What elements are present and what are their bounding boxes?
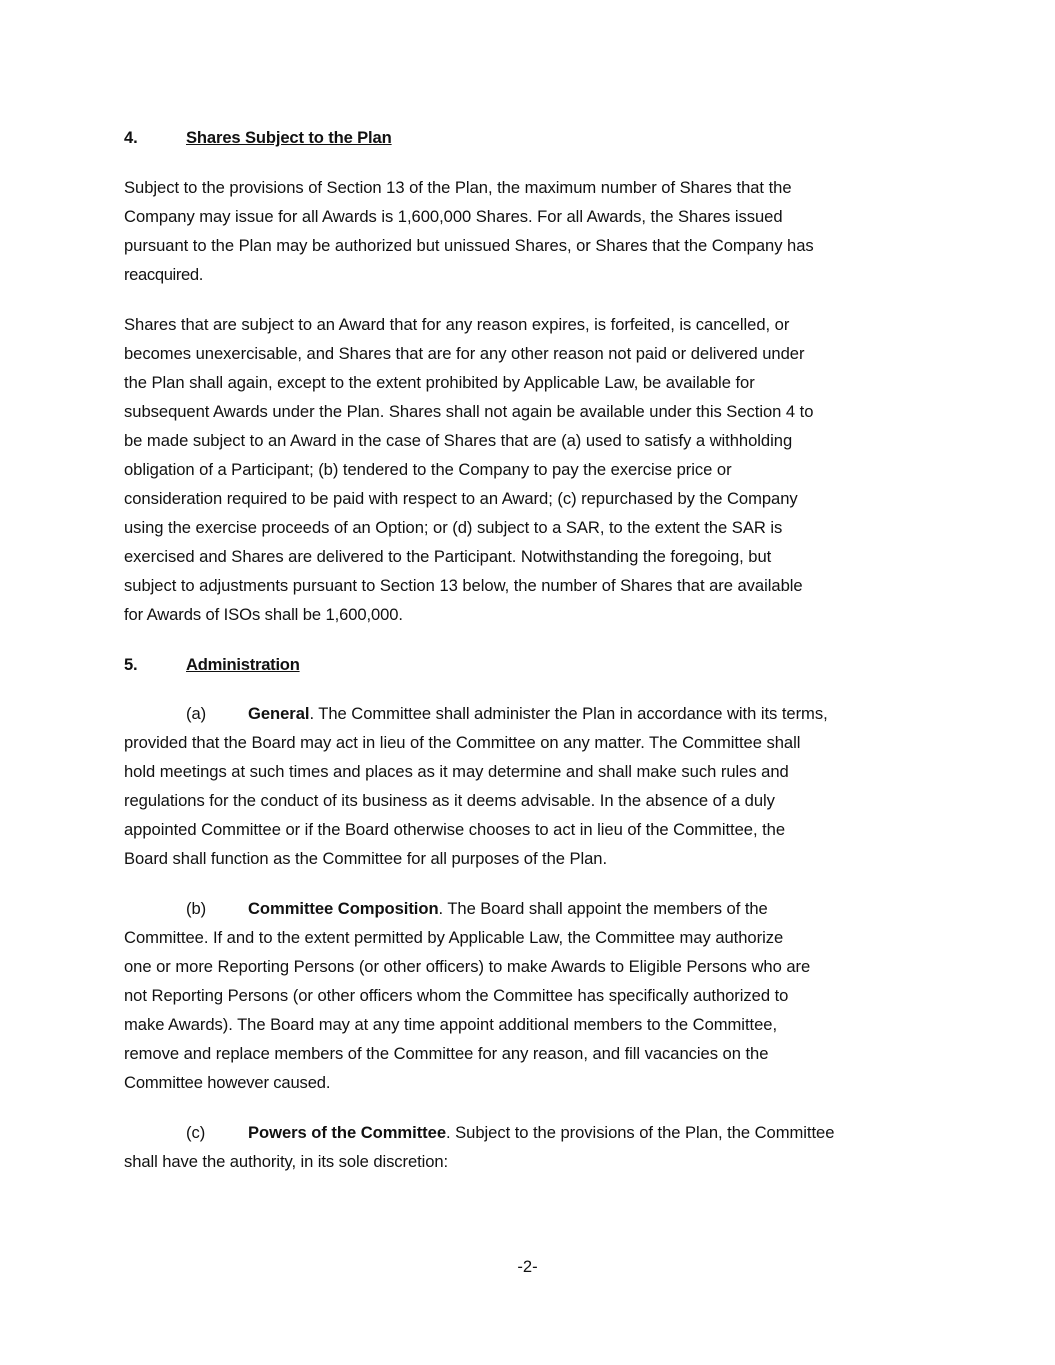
subsection-text: . Subject to the provisions of the Plan, the Committee xyxy=(446,1123,835,1142)
text-line: provided that the Board may act in lieu of the Committee on any matter. The Committee shall xyxy=(124,733,801,752)
text-line: becomes unexercisable, and Shares that are for any other reason not paid or delivered under xyxy=(124,344,805,363)
text-line: reacquired. xyxy=(124,265,204,284)
subsection-term: Committee Composition xyxy=(248,899,439,918)
text-line: obligation of a Participant; (b) tendered to the Company to pay the exercise price or xyxy=(124,460,732,479)
subsection-term: General xyxy=(248,704,310,723)
page-number: -2- xyxy=(517,1257,538,1276)
subsection-text: . The Committee shall administer the Plan in accordance with its terms, xyxy=(309,704,828,723)
text-line: exercised and Shares are delivered to the Participant. Notwithstanding the foregoing, but xyxy=(124,547,772,566)
subsection-label: (b) xyxy=(186,899,207,918)
section-title: Administration xyxy=(186,655,300,674)
section-number: 5. xyxy=(124,655,138,674)
text-line: one or more Reporting Persons (or other officers) to make Awards to Eligible Persons who are xyxy=(124,957,811,976)
text-line: the Plan shall again, except to the extent prohibited by Applicable Law, be available for xyxy=(124,373,755,392)
text-line: Shares that are subject to an Award that for any reason expires, is forfeited, is cancelled, or xyxy=(124,315,790,334)
subsection-b xyxy=(124,894,924,1097)
section-4-heading xyxy=(124,123,924,152)
section-number: 4. xyxy=(124,128,138,147)
section-5-heading xyxy=(124,650,924,679)
subsection-c xyxy=(124,1118,924,1176)
text-line: hold meetings at such times and places as it may determine and shall make such rules and xyxy=(124,762,789,781)
text-line: Company may issue for all Awards is 1,600,000 Shares. For all Awards, the Shares issued xyxy=(124,207,783,226)
section-title: Shares Subject to the Plan xyxy=(186,128,392,147)
text-line: regulations for the conduct of its business as it deems advisable. In the absence of a duly xyxy=(124,791,775,810)
text-line: be made subject to an Award in the case of Shares that are (a) used to satisfy a withholding xyxy=(124,431,793,450)
text-line: Subject to the provisions of Section 13 of the Plan, the maximum number of Shares that the xyxy=(124,178,792,197)
subsection-label: (a) xyxy=(186,704,207,723)
text-line: using the exercise proceeds of an Option; or (d) subject to a SAR, to the extent the SAR is xyxy=(124,518,783,537)
text-line: shall have the authority, in its sole discretion: xyxy=(124,1152,449,1171)
subsection-label: (c) xyxy=(186,1123,206,1142)
text-line: appointed Committee or if the Board otherwise chooses to act in lieu of the Committee, the xyxy=(124,820,786,839)
text-line: subject to adjustments pursuant to Section 13 below, the number of Shares that are available xyxy=(124,576,803,595)
section-4-paragraph-1 xyxy=(124,173,924,289)
text-line: remove and replace members of the Committee for any reason, and fill vacancies on the xyxy=(124,1044,769,1063)
text-line: make Awards). The Board may at any time appoint additional members to the Committee, xyxy=(124,1015,778,1034)
text-line: not Reporting Persons (or other officers whom the Committee has specifically authorized to xyxy=(124,986,789,1005)
text-line: Committee however caused. xyxy=(124,1073,331,1092)
section-4-paragraph-2 xyxy=(124,310,924,629)
subsection-a xyxy=(124,699,924,873)
text-line: Board shall function as the Committee for all purposes of the Plan. xyxy=(124,849,608,868)
text-line: for Awards of ISOs shall be 1,600,000. xyxy=(124,605,403,624)
subsection-text: . The Board shall appoint the members of the xyxy=(438,899,768,918)
text-line: Committee. If and to the extent permitted by Applicable Law, the Committee may authorize xyxy=(124,928,784,947)
text-line: consideration required to be paid with respect to an Award; (c) repurchased by the Company xyxy=(124,489,798,508)
subsection-term: Powers of the Committee xyxy=(248,1123,447,1142)
text-line: pursuant to the Plan may be authorized but unissued Shares, or Shares that the Company has xyxy=(124,236,814,255)
text-line: subsequent Awards under the Plan. Shares shall not again be available under this Section 4 to xyxy=(124,402,814,421)
